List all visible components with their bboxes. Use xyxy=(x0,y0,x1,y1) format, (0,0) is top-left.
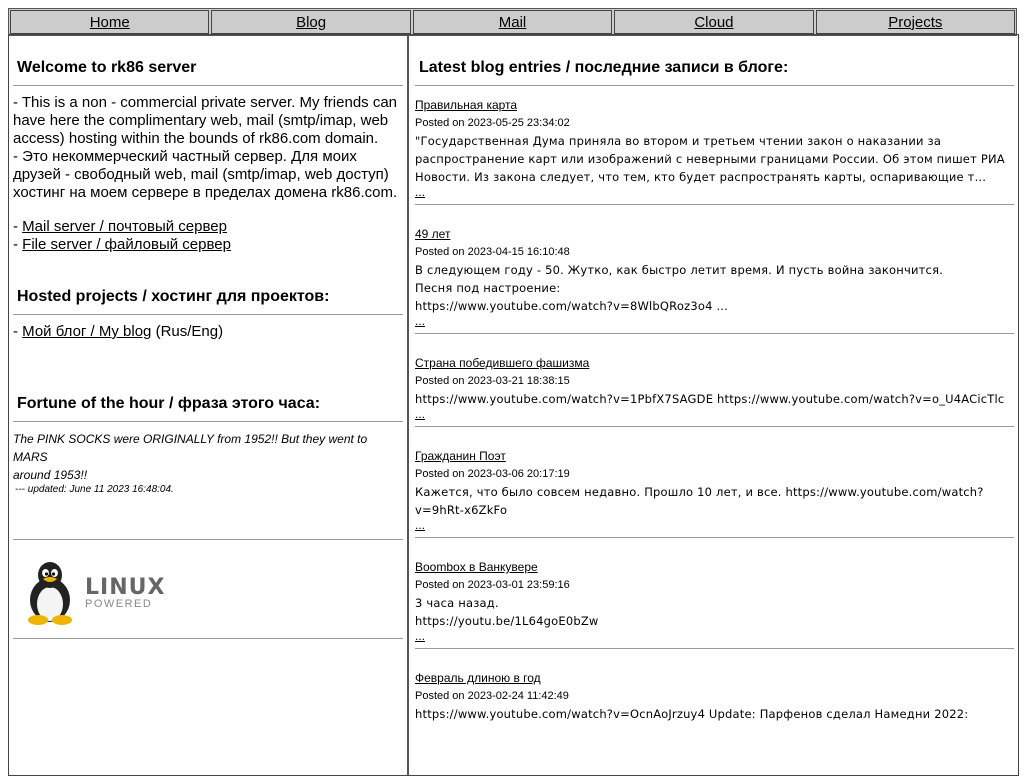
blog-entry-date: Posted on 2023-02-24 11:42:49 xyxy=(415,690,569,702)
fortune-updated: --- updated: June 11 2023 16:48:04. xyxy=(15,484,174,495)
divider xyxy=(415,333,1014,334)
fortune-text xyxy=(13,430,403,484)
nav-link-blog[interactable]: Blog xyxy=(296,13,327,31)
tab-projects[interactable] xyxy=(816,10,1015,34)
blog-entry xyxy=(415,225,1014,334)
nav-link-projects[interactable]: Projects xyxy=(888,13,943,31)
tab-mail[interactable] xyxy=(413,10,612,34)
welcome-title: Welcome to rk86 server xyxy=(17,59,197,76)
nav-link-home[interactable]: Home xyxy=(89,13,130,31)
blog-entry-date: Posted on 2023-03-06 20:17:19 xyxy=(415,468,570,480)
blog-entry-line: Песня под настроение: xyxy=(415,281,561,295)
content-columns xyxy=(8,34,1019,776)
fortune-title: Fortune of the hour / фраза этого часа: xyxy=(17,395,321,412)
blog-entry-line: https://youtu.be/1L64goE0bZw xyxy=(415,614,599,628)
mail-server-link[interactable]: Mail server / почтовый сервер xyxy=(22,218,227,235)
linux-logo-word: LINUX xyxy=(85,574,166,600)
hosted-projects-list: - Мой блог / My blog (Rus/Eng) xyxy=(13,323,224,340)
blog-entry-body: "Государственная Дума приняла во втором и третьем чтении закон о наказании за распространение карт или изображений с неверными границами России. Об этом пишет РИА Новости. Из закона следует, что тем, кто будет распространять карты, оспаривающие т... xyxy=(415,134,1005,184)
blog-entry xyxy=(415,447,1014,538)
divider xyxy=(13,539,403,540)
blog-entry-body: https://www.youtube.com/watch?v=OcnAoJrzuy4 Update: Парфенов сделал Намедни 2022: xyxy=(415,707,969,721)
divider xyxy=(13,638,403,639)
blog-entry-title-link[interactable]: Правильная карта xyxy=(415,98,518,112)
blog-entry-body xyxy=(415,594,1014,630)
blog-entry-line: https://www.youtube.com/watch?v=8WlbQRoz3o4 ... xyxy=(415,299,729,313)
blog-entry-title-link[interactable]: Страна победившего фашизма xyxy=(415,356,590,370)
fortune-line-1: The PINK SOCKS were ORIGINALLY from 1952!! But they went to MARS xyxy=(13,432,368,464)
blog-entry-date: Posted on 2023-04-15 16:10:48 xyxy=(415,246,570,258)
tab-cloud[interactable] xyxy=(614,10,813,34)
tux-penguin-icon xyxy=(21,560,79,626)
blog-entry-date: Posted on 2023-05-25 23:34:02 xyxy=(415,117,570,129)
blog-entry-date: Posted on 2023-03-01 23:59:16 xyxy=(415,579,570,591)
intro-russian: - Это некоммерческий частный сервер. Для моих друзей - свободный web, mail (smtp/imap, web доступ) хостинг на моем сервере в пределах домена rk86.com. xyxy=(13,148,398,201)
blog-entry xyxy=(415,354,1014,427)
divider xyxy=(415,426,1014,427)
blog-entry xyxy=(415,558,1014,649)
read-more-link[interactable]: ... xyxy=(415,407,426,421)
linux-powered-logo xyxy=(13,548,403,638)
blog-entry-title-link[interactable]: Февраль длиною в год xyxy=(415,671,541,685)
nav-link-mail[interactable]: Mail xyxy=(498,13,527,31)
blog-entry-body xyxy=(415,261,1014,315)
tab-blog[interactable] xyxy=(211,10,410,34)
intro-english: - This is a non - commercial private server. My friends can have here the complimentary web, mail (smtp/imap, web access) hosting within the bounds of rk86.com domain. xyxy=(13,94,398,147)
blog-entry-body: Кажется, что было совсем недавно. Прошло 10 лет, и все. https://www.youtube.com/watch?v=9hRt-x6ZkFo xyxy=(415,485,984,517)
file-server-link[interactable]: File server / файловый сервер xyxy=(22,236,231,253)
blog-entry-title-link[interactable]: Boombox в Ванкувере xyxy=(415,560,538,574)
server-links: - Mail server / почтовый сервер - File server / файловый сервер xyxy=(13,218,231,253)
read-more-link[interactable]: ... xyxy=(415,518,426,532)
divider xyxy=(415,204,1014,205)
divider xyxy=(415,648,1014,649)
blog-entry-date: Posted on 2023-03-21 18:38:15 xyxy=(415,375,570,387)
divider xyxy=(13,421,403,422)
powered-logo-word: POWERED xyxy=(85,597,153,610)
blog-entry-title-link[interactable]: Гражданин Поэт xyxy=(415,449,506,463)
divider xyxy=(13,314,403,315)
left-column xyxy=(9,35,409,775)
divider xyxy=(415,537,1014,538)
right-column xyxy=(409,35,1018,775)
my-blog-link[interactable]: Мой блог / My blog xyxy=(22,323,152,340)
divider xyxy=(415,85,1014,86)
divider xyxy=(13,85,403,86)
blog-entry-line: 3 часа назад. xyxy=(415,596,499,610)
blog-entries-title: Latest blog entries / последние записи в блоге: xyxy=(419,59,789,76)
blog-entry-title-link[interactable]: 49 лет xyxy=(415,227,451,241)
blog-entry-line: В следующем году - 50. Жутко, как быстро летит время. И пусть война закончится. xyxy=(415,263,944,277)
blog-entry xyxy=(415,96,1014,205)
read-more-link[interactable]: ... xyxy=(415,629,426,643)
nav-link-cloud[interactable]: Cloud xyxy=(694,13,734,31)
blog-entry xyxy=(415,669,1014,723)
linux-logo-text xyxy=(85,574,166,610)
intro-text xyxy=(13,94,403,202)
hosted-projects-title: Hosted projects / хостинг для проектов: xyxy=(17,288,330,305)
tab-home[interactable] xyxy=(10,10,209,34)
fortune-line-2: around 1953!! xyxy=(13,468,88,482)
top-nav xyxy=(8,8,1017,36)
blog-lang-note: (Rus/Eng) xyxy=(151,323,224,340)
read-more-link[interactable]: ... xyxy=(415,314,426,328)
blog-entry-body: https://www.youtube.com/watch?v=1PbfX7SAGDE https://www.youtube.com/watch?v=o_U4ACicTlc xyxy=(415,392,1005,406)
read-more-link[interactable]: ... xyxy=(415,185,426,199)
